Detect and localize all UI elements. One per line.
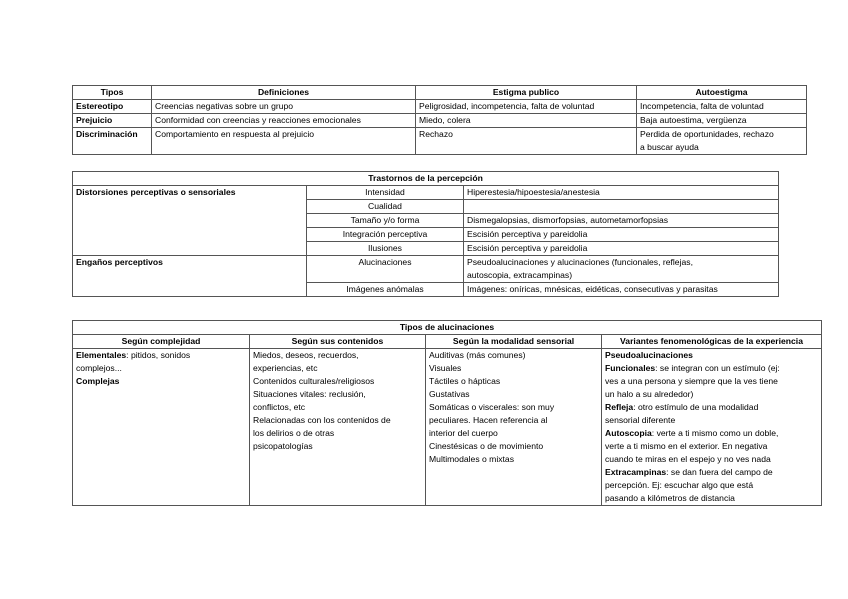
extracampinas-label: Extracampinas bbox=[605, 467, 667, 477]
group-distorsiones: Distorsiones perceptivas o sensoriales bbox=[73, 186, 307, 256]
autoestigma-line: Perdida de oportunidades, rechazo bbox=[640, 129, 774, 139]
modalidad-line: Táctiles o hápticas bbox=[429, 376, 501, 386]
sub-category: Cualidad bbox=[307, 200, 464, 214]
row-autoestigma: Baja autoestima, vergüenza bbox=[637, 114, 807, 128]
table-title-row bbox=[73, 172, 779, 186]
row-definicion: Conformidad con creencias y reacciones emocionales bbox=[152, 114, 416, 128]
sub-description: Dismegalopsias, dismorfopsias, autometamorfopsias bbox=[464, 214, 779, 228]
hallucinations-table-title: Tipos de alucinaciones bbox=[73, 321, 822, 335]
table-row bbox=[73, 349, 822, 506]
header-complejidad: Según complejidad bbox=[73, 335, 250, 349]
contenidos-line: conflictos, etc bbox=[253, 402, 306, 412]
refleja-label: Refleja bbox=[605, 402, 634, 412]
modalidad-line: Multimodales o mixtas bbox=[429, 454, 515, 464]
autoscopia-label: Autoscopia bbox=[605, 428, 652, 438]
stigma-table bbox=[72, 85, 807, 155]
header-variantes: Variantes fenomenológicas de la experiencia bbox=[602, 335, 822, 349]
contenidos-line: Situaciones vitales: reclusión, bbox=[253, 389, 366, 399]
row-estigma: Rechazo bbox=[416, 128, 637, 155]
row-definicion: Comportamiento en respuesta al prejuicio bbox=[152, 128, 416, 155]
funcionales-label: Funcionales bbox=[605, 363, 656, 373]
sub-category: Integración perceptiva bbox=[307, 228, 464, 242]
cell-contenidos bbox=[250, 349, 426, 506]
variantes-line bbox=[605, 427, 818, 440]
modalidad-line: Auditivas (más comunes) bbox=[429, 350, 526, 360]
hallucinations-table bbox=[72, 320, 822, 506]
row-autoestigma: Incompetencia, falta de voluntad bbox=[637, 100, 807, 114]
sub-category: Imágenes anómalas bbox=[307, 283, 464, 297]
sub-description: Hiperestesia/hipoestesia/anestesia bbox=[464, 186, 779, 200]
sub-category: Alucinaciones bbox=[307, 256, 464, 283]
perception-table-title: Trastornos de la percepción bbox=[73, 172, 779, 186]
variantes-line: verte a ti mismo en el exterior. En negativa bbox=[605, 441, 768, 451]
table-row bbox=[73, 256, 779, 283]
sub-description: Imágenes: oníricas, mnésicas, eidéticas, consecutivas y parasitas bbox=[464, 283, 779, 297]
pseudo-label: Pseudoalucinaciones bbox=[605, 350, 693, 360]
sub-description: Escisión perceptiva y pareidolia bbox=[464, 242, 779, 256]
table-header-row bbox=[73, 86, 807, 100]
contenidos-line: los delirios o de otras bbox=[253, 428, 335, 438]
row-tipo: Estereotipo bbox=[73, 100, 152, 114]
contenidos-line: Relacionadas con los contenidos de bbox=[253, 415, 391, 425]
modalidad-line: interior del cuerpo bbox=[429, 428, 498, 438]
contenidos-line: psicopatologías bbox=[253, 441, 313, 451]
group-enganos: Engaños perceptivos bbox=[73, 256, 307, 297]
modalidad-line: Somáticas o viscerales: son muy bbox=[429, 402, 555, 412]
complejidad-line bbox=[76, 349, 246, 362]
row-definicion: Creencias negativas sobre un grupo bbox=[152, 100, 416, 114]
description-line: Pseudoalucinaciones y alucinaciones (funcionales, reflejas, bbox=[467, 257, 693, 267]
header-modalidad: Según la modalidad sensorial bbox=[426, 335, 602, 349]
elementales-label: Elementales bbox=[76, 350, 127, 360]
header-tipos: Tipos bbox=[73, 86, 152, 100]
autoscopia-text: : verte a ti mismo como un doble, bbox=[651, 428, 779, 438]
modalidad-line: Visuales bbox=[429, 363, 462, 373]
table-row bbox=[73, 114, 807, 128]
variantes-line: ves a una persona y siempre que la ves tiene bbox=[605, 376, 778, 386]
complejas-label: Complejas bbox=[76, 376, 120, 386]
cell-variantes bbox=[602, 349, 822, 506]
header-definiciones: Definiciones bbox=[152, 86, 416, 100]
table-row bbox=[73, 100, 807, 114]
header-autoestigma: Autoestigma bbox=[637, 86, 807, 100]
perception-disorders-table bbox=[72, 171, 779, 297]
sub-description bbox=[464, 256, 779, 283]
table-row bbox=[73, 128, 807, 155]
variantes-line bbox=[605, 466, 818, 479]
table-title-row bbox=[73, 321, 822, 335]
row-tipo: Prejuicio bbox=[73, 114, 152, 128]
header-estigma-publico: Estigma publico bbox=[416, 86, 637, 100]
complejidad-line: complejos... bbox=[76, 363, 122, 373]
row-autoestigma bbox=[637, 128, 807, 155]
row-tipo: Discriminación bbox=[73, 128, 152, 155]
variantes-line: un halo a su alrededor) bbox=[605, 389, 694, 399]
variantes-line: sensorial diferente bbox=[605, 415, 676, 425]
variantes-line bbox=[605, 401, 818, 414]
extracampinas-text: : se dan fuera del campo de bbox=[666, 467, 773, 477]
table-row bbox=[73, 186, 779, 200]
sub-description: Escisión perceptiva y pareidolia bbox=[464, 228, 779, 242]
funcionales-text: : se integran con un estímulo (ej: bbox=[655, 363, 780, 373]
refleja-text: : otro estímulo de una modalidad bbox=[633, 402, 759, 412]
row-estigma: Peligrosidad, incompetencia, falta de voluntad bbox=[416, 100, 637, 114]
contenidos-line: Miedos, deseos, recuerdos, bbox=[253, 350, 359, 360]
variantes-line: percepción. Ej: escuchar algo que está bbox=[605, 480, 754, 490]
variantes-line: pasando a kilómetros de distancia bbox=[605, 493, 735, 503]
sub-category: Intensidad bbox=[307, 186, 464, 200]
sub-category: Tamaño y/o forma bbox=[307, 214, 464, 228]
row-estigma: Miedo, colera bbox=[416, 114, 637, 128]
contenidos-line: experiencias, etc bbox=[253, 363, 318, 373]
modalidad-line: Gustativas bbox=[429, 389, 470, 399]
description-line: autoscopia, extracampinas) bbox=[467, 270, 573, 280]
modalidad-line: Cinestésicas o de movimiento bbox=[429, 441, 544, 451]
sub-description bbox=[464, 200, 779, 214]
modalidad-line: peculiares. Hacen referencia al bbox=[429, 415, 548, 425]
cell-modalidad bbox=[426, 349, 602, 506]
sub-category: Ilusiones bbox=[307, 242, 464, 256]
header-contenidos: Según sus contenidos bbox=[250, 335, 426, 349]
cell-complejidad bbox=[73, 349, 250, 506]
variantes-line: cuando te miras en el espejo y no ves nada bbox=[605, 454, 771, 464]
variantes-line bbox=[605, 362, 818, 375]
autoestigma-line: a buscar ayuda bbox=[640, 142, 699, 152]
contenidos-line: Contenidos culturales/religiosos bbox=[253, 376, 375, 386]
elementales-text: : pitidos, sonidos bbox=[126, 350, 191, 360]
table-header-row bbox=[73, 335, 822, 349]
